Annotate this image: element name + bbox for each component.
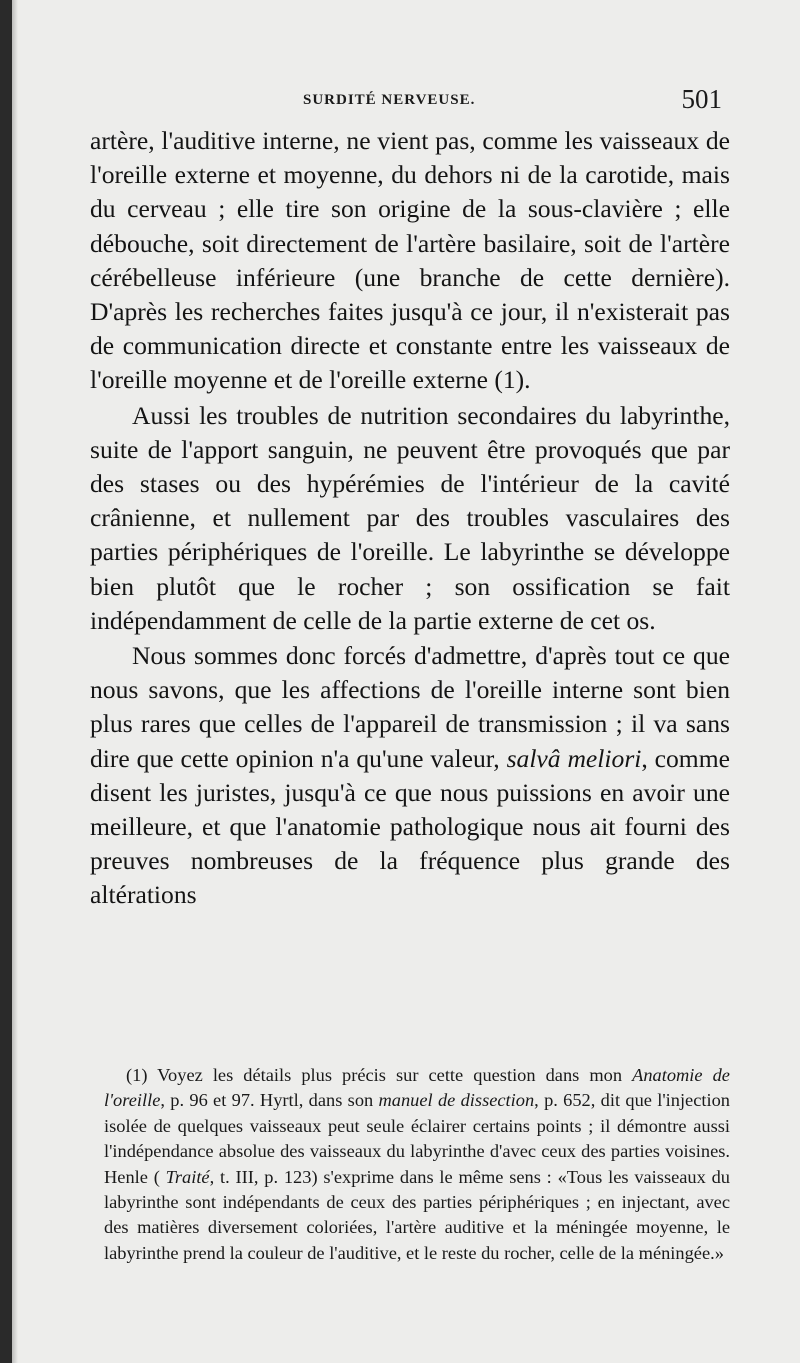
running-head [118,84,722,118]
footnote-title-manuel: manuel de dissection [378,1090,535,1111]
footnote-title-anatomie: Anatomie de l'oreille [104,1065,730,1111]
paragraph-3-text-a: Nous sommes donc forcés d'admettre, d'après tout ce que nous savons, que les affections de l'oreille interne sont bien plus rares que celles de l'appareil de transmission ; il va sans dire que cette opinion n'a qu'une valeur, [90,641,730,773]
page-number: 501 [681,84,722,114]
book-page [12,0,800,1363]
footnote-block [104,1063,730,1266]
paragraph-3 [90,639,730,913]
footnote-1 [104,1063,730,1266]
footnote-title-traite: Traité [165,1166,210,1187]
footnote-text-4: , t. III, p. 123) s'exprime dans le même sens : «Tous les vaisseaux du labyrinthe sont indépendants de ceux des parties périphériques ; en injectant, avec des matières diversement coloriées, l'artère auditive et la méningée moyenne, le labyrinthe prend la couleur de l'auditive, et le reste du rocher, celle de la méningée.» [104,1166,731,1263]
paragraph-3-latin-phrase: salvâ meliori [506,743,642,773]
footnote-text-2: , p. 96 et 97. Hyrtl, dans son [160,1090,379,1111]
body-text [90,124,730,913]
paragraph-2: Aussi les troubles de nutrition secondaires du labyrinthe, suite de l'apport sanguin, ne peuvent être provoqués que par des stases ou des hypérémies de l'intérieur de la cavité crânienne, et nullement par des troubles vasculaires des parties périphériques de l'oreille. Le labyrinthe se développe bien plutôt que le rocher ; son ossification se fait indépendamment de celle de la partie externe de cet os. [90,400,730,635]
footnote-text-3: , p. 652, dit que l'injection isolée de quelques vaisseaux peut seule éclairer certains points ; il démontre aussi l'indépendance absolue des vaisseaux du labyrinthe d'avec ceux des parties voisines. Henle ( [104,1090,730,1187]
running-title: SURDITÉ NERVEUSE. [303,92,476,108]
paragraph-3-text-b: , comme disent les juristes, jusqu'à ce que nous puissions en avoir une meilleure, et que l'anatomie pathologique nous ait fourni des preuves nombreuses de la fréquence plus grande des altérations [90,743,730,910]
paragraph-1: artère, l'auditive interne, ne vient pas, comme les vaisseaux de l'oreille externe et moyenne, du dehors ni de la carotide, mais du cerveau ; elle tire son origine de la sous-clavière ; elle débouche, soit directement de l'artère basilaire, soit de l'artère cérébelleuse inférieure (une branche de cette dernière). D'après les recherches faites jusqu'à ce jour, il n'existerait pas de communication directe et constante entre les vaisseaux de l'oreille moyenne et de l'oreille externe (1). [90,126,730,395]
footnote-text-1: (1) Voyez les détails plus précis sur cette question dans mon [126,1065,633,1085]
